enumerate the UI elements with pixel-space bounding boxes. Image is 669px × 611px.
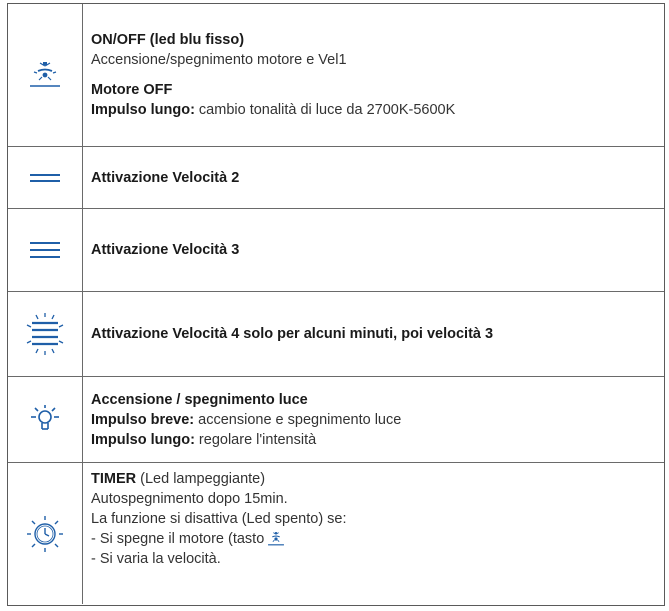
impulse-description: cambio tonalità di luce da 2700K-5600K: [194, 102, 456, 118]
impulse-description: regolare l'intensità: [194, 431, 317, 448]
mode-description: Accensione/spegnimento motore e Vel1: [91, 52, 347, 68]
table-row: [8, 4, 664, 146]
light-bulb-icon: [28, 403, 62, 437]
mode-title: Attivazione Velocità 4 solo per alcuni minuti, poi velocità 3: [91, 326, 494, 342]
speed-3-icon: [29, 240, 61, 260]
text-line: [91, 390, 656, 410]
text-line: [91, 410, 656, 430]
speed-2-icon: [29, 171, 61, 185]
mode-title: ON/OFF (led blu fisso): [91, 32, 245, 48]
text-cell: [91, 147, 656, 208]
text-line: [91, 50, 656, 70]
fan-motor-icon: [28, 60, 62, 90]
text-line: [91, 509, 656, 529]
timer-condition: La funzione si disattiva (Led spento) se:: [91, 511, 347, 527]
impulse-label: Impulso lungo:: [91, 102, 195, 118]
icon-cell: [8, 292, 83, 376]
text-line: [91, 430, 656, 450]
table-row: [8, 146, 664, 208]
instruction-table: [7, 3, 665, 606]
text-line: [91, 324, 656, 344]
timer-condition: - Si varia la velocità.: [91, 551, 221, 567]
icon-cell: [8, 209, 83, 291]
impulse-description: accensione e spegnimento luce: [194, 411, 402, 428]
fan-motor-icon: [267, 531, 285, 547]
table-row: [8, 462, 664, 604]
table-row: [8, 376, 664, 462]
table-row: [8, 291, 664, 376]
mode-title: Attivazione Velocità 2: [91, 169, 240, 186]
text-line: [91, 469, 656, 489]
impulse-label: Impulso breve:: [91, 411, 195, 428]
text-line: [91, 30, 656, 50]
text-cell: [91, 209, 656, 291]
text-line: [91, 240, 656, 260]
timer-clock-icon: [25, 514, 65, 554]
text-cell: [91, 4, 656, 146]
timer-condition: - Si spegne il motore (tasto: [91, 531, 265, 547]
icon-cell: [8, 377, 83, 462]
icon-cell: [8, 147, 83, 208]
mode-title: Accensione / spegnimento luce: [91, 391, 308, 408]
mode-title: Attivazione Velocità 3: [91, 242, 240, 258]
text-line: [91, 529, 656, 549]
text-line: [91, 168, 656, 188]
impulse-label: Impulso lungo:: [91, 431, 195, 448]
icon-cell: [8, 4, 83, 146]
text-cell: [91, 377, 656, 462]
speed-4-icon: [25, 311, 65, 357]
timer-title: TIMER: [91, 471, 137, 487]
text-cell: [91, 463, 656, 604]
text-line: [91, 100, 656, 120]
table-row: [8, 208, 664, 291]
text-line: [91, 549, 656, 569]
text-line: [91, 80, 656, 100]
icon-cell: [8, 463, 83, 604]
timer-status: (Led lampeggiante): [136, 471, 266, 487]
text-cell: [91, 292, 656, 376]
mode-subtitle: Motore OFF: [91, 82, 173, 98]
timer-description: Autospegnimento dopo 15min.: [91, 491, 288, 507]
text-line: [91, 489, 656, 509]
